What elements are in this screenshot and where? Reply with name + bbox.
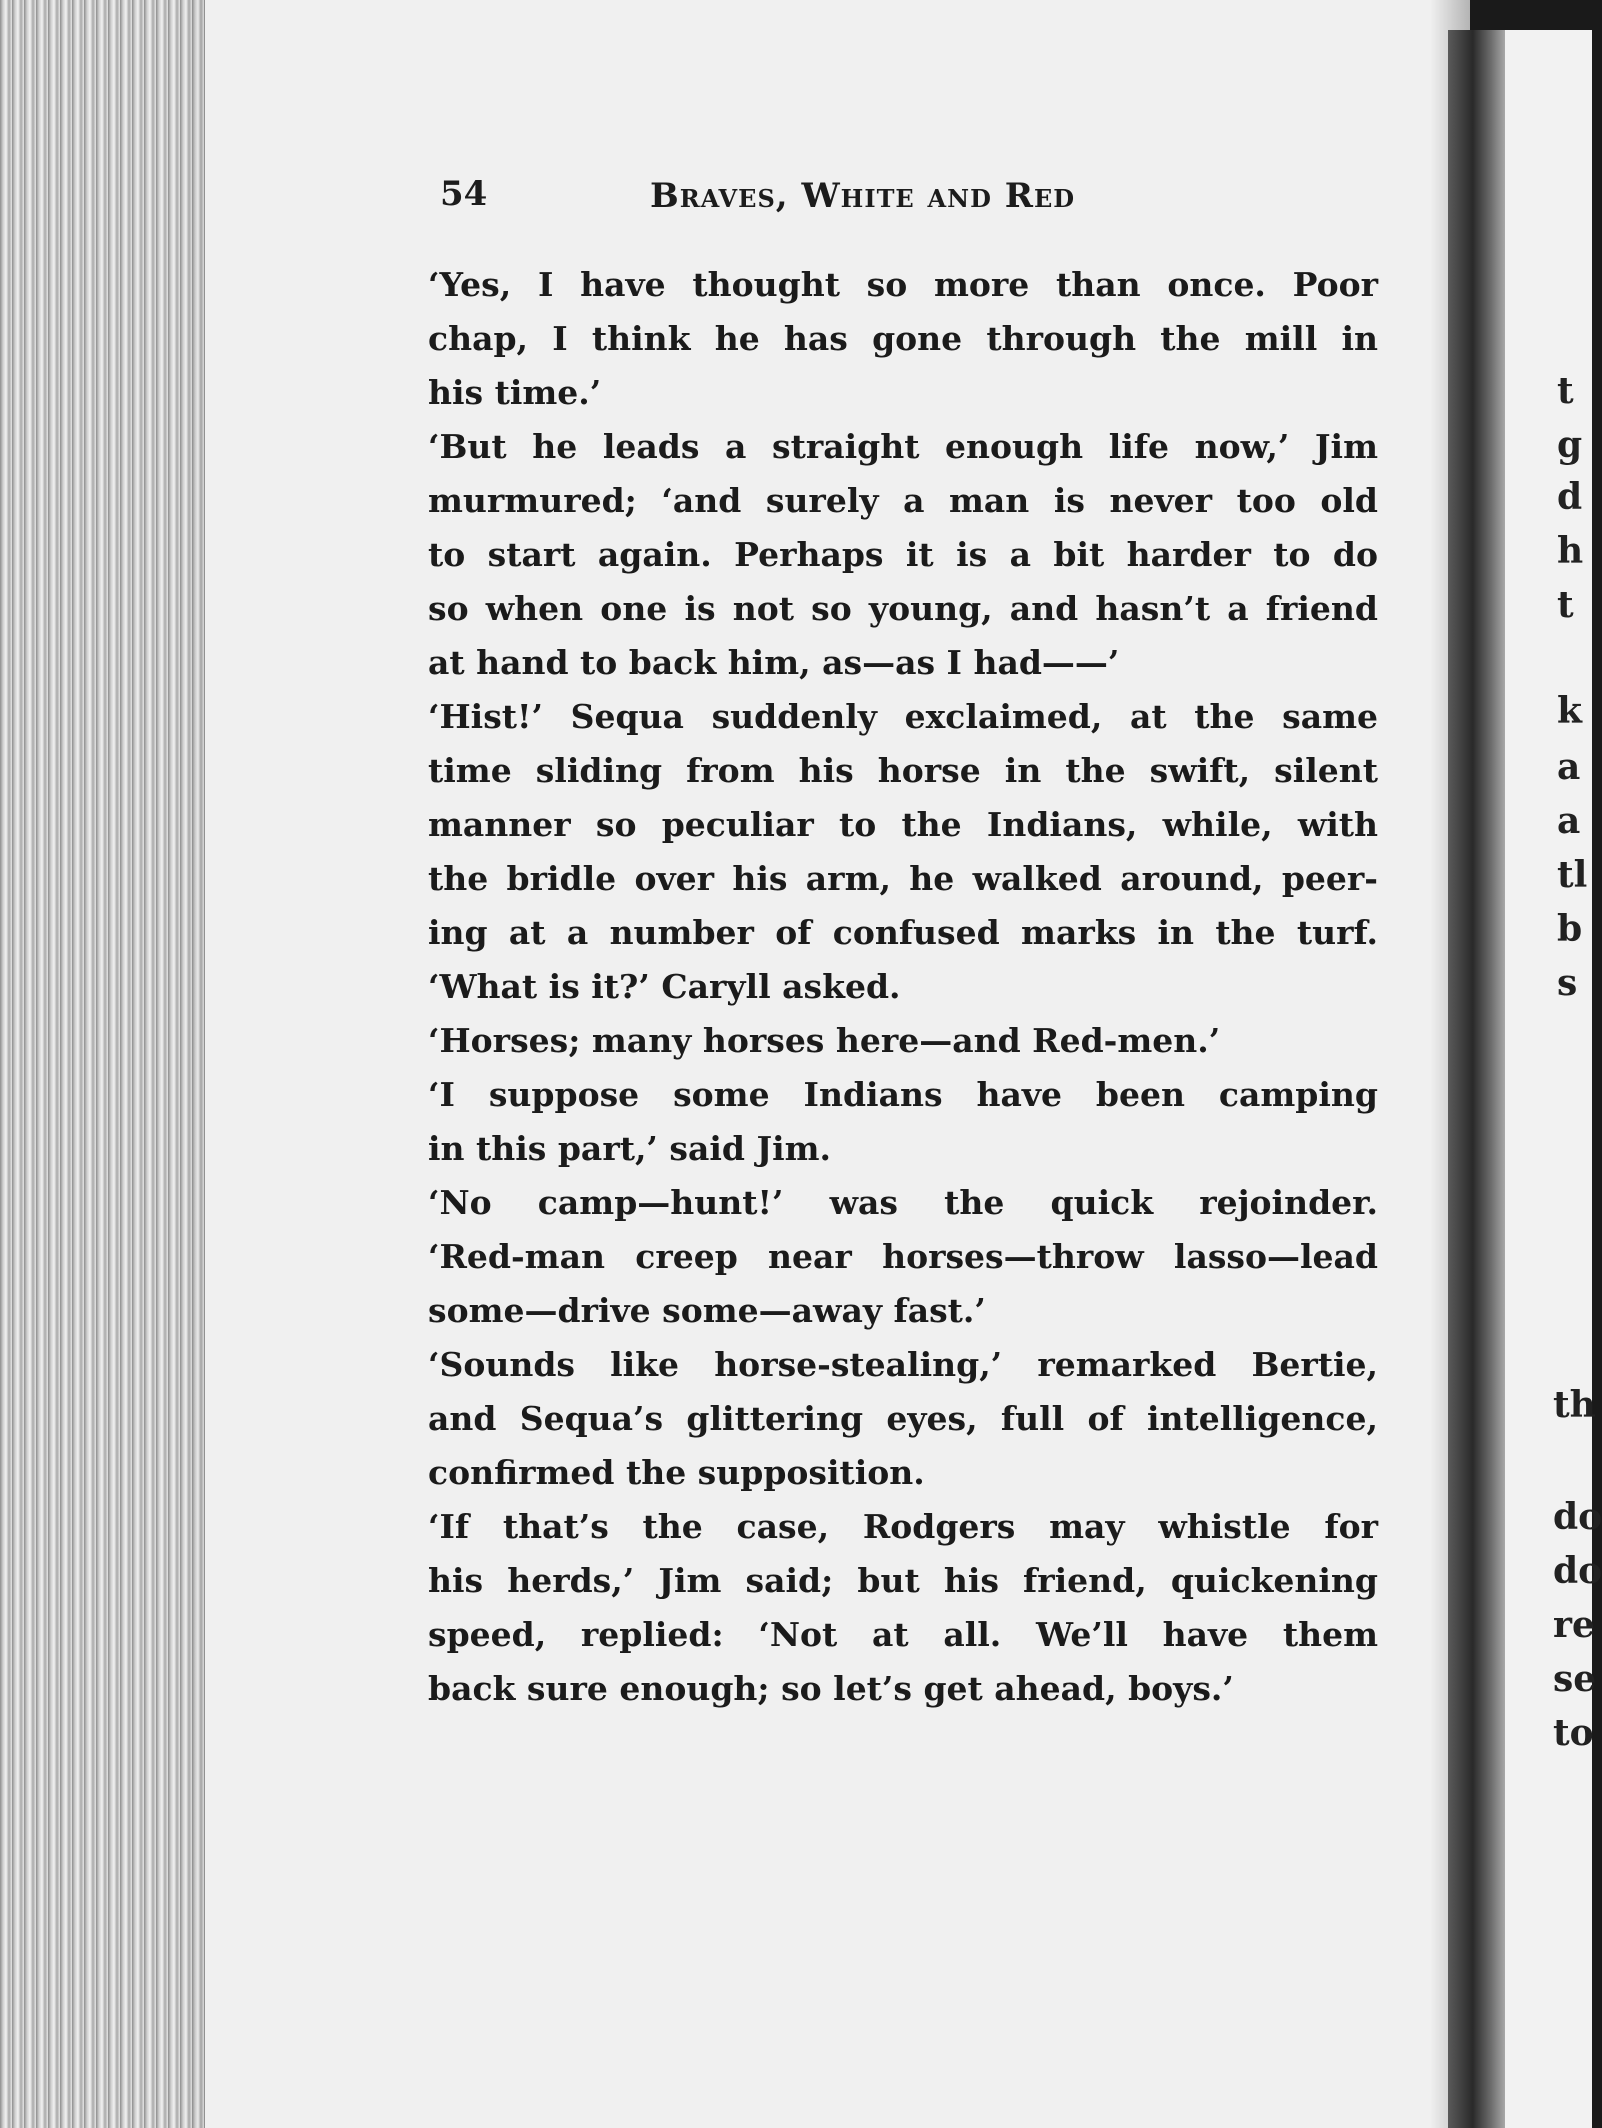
text-line: ‘What is it?’ Caryll asked. (428, 967, 901, 1006)
text-line: manner so peculiar to the Indians, while, with (428, 805, 1378, 844)
facing-fragment: b (1557, 908, 1583, 950)
book-gutter (1448, 30, 1510, 2128)
facing-fragment: s (1557, 962, 1578, 1004)
facing-fragment: a (1557, 800, 1581, 842)
text-line: at hand to back him, as—as I had——’ (428, 643, 1120, 682)
facing-fragment: a (1557, 746, 1581, 788)
text-line: time sliding from his horse in the swift, silent (428, 751, 1378, 790)
page-edges (0, 0, 220, 2128)
text-line: ‘Yes, I have thought so more than once. Poor (428, 265, 1378, 304)
text-line: the bridle over his arm, he walked around, peer- (428, 859, 1378, 898)
text-line: so when one is not so young, and hasn’t a friend (428, 589, 1378, 628)
text-line: ‘Sounds like horse-stealing,’ remarked Bertie, (428, 1345, 1378, 1384)
text-line: ‘Hist!’ Sequa suddenly exclaimed, at the same (428, 697, 1378, 736)
text-line: murmured; ‘and surely a man is never too old (428, 481, 1378, 520)
facing-fragment: t (1557, 584, 1574, 626)
facing-fragment: se (1553, 1658, 1597, 1700)
text-line: his herds,’ Jim said; but his friend, quickening (428, 1561, 1378, 1600)
text-line: speed, replied: ‘Not at all. We’ll have them (428, 1615, 1378, 1654)
text-line: in this part,’ said Jim. (428, 1129, 832, 1168)
text-line: ‘But he leads a straight enough life now,’ Jim (428, 427, 1378, 466)
facing-fragment: k (1557, 690, 1582, 732)
facing-fragment: th (1553, 1384, 1596, 1426)
text-line: back sure enough; so let’s get ahead, boys.’ (428, 1669, 1234, 1708)
facing-fragment: re (1553, 1604, 1595, 1646)
facing-fragment: tl (1557, 854, 1588, 896)
facing-fragment: d (1557, 476, 1583, 518)
facing-fragment: do (1553, 1550, 1602, 1592)
facing-fragment: t (1557, 370, 1574, 412)
text-line: ‘Horses; many horses here—and Red-men.’ (428, 1021, 1221, 1060)
text-line: some—drive some—away fast.’ (428, 1291, 986, 1330)
text-line: to start again. Perhaps it is a bit harder to do (428, 535, 1378, 574)
text-line: ‘Red-man creep near horses—throw lasso—lead (428, 1237, 1378, 1276)
page-header (440, 174, 1360, 224)
text-line: and Sequa’s glittering eyes, full of intelligence, (428, 1399, 1378, 1438)
running-title: Braves, White and Red (650, 176, 1076, 216)
facing-fragment: h (1557, 530, 1584, 572)
text-line: ‘If that’s the case, Rodgers may whistle for (428, 1507, 1378, 1546)
text-line: chap, I think he has gone through the mill in (428, 319, 1378, 358)
text-line: his time.’ (428, 373, 602, 412)
text-line: ‘No camp—hunt!’ was the quick rejoinder. (428, 1183, 1378, 1222)
text-line: ing at a number of confused marks in the turf. (428, 913, 1378, 952)
facing-fragment: do (1553, 1496, 1602, 1538)
facing-fragment: to (1553, 1712, 1594, 1754)
facing-fragment: g (1557, 424, 1583, 466)
facing-page (1505, 30, 1602, 2128)
text-line: ‘I suppose some Indians have been camping (428, 1075, 1378, 1114)
text-line: confirmed the supposition. (428, 1453, 925, 1492)
page-number: 54 (440, 174, 488, 214)
